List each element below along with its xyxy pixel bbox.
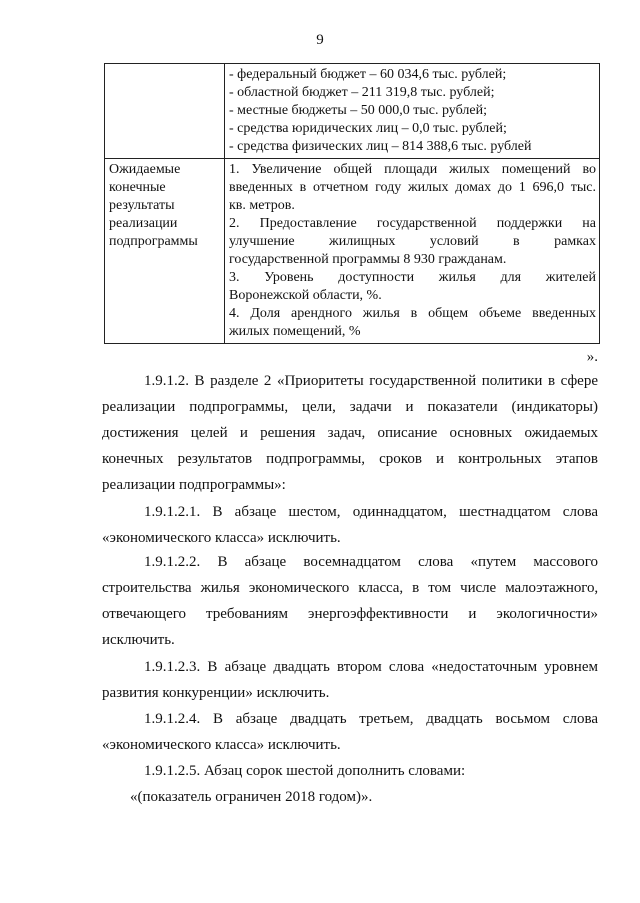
results-line: Воронежской области, %. [229, 288, 382, 303]
table-cell-results [225, 159, 600, 344]
paragraph-line: 1.9.1.2.5. Абзац сорок шестой дополнить словами: [144, 763, 466, 779]
paragraph-1-9-1-2-3 [102, 654, 598, 706]
results-label-line: Ожидаемые [109, 162, 181, 177]
table-row-funding [105, 64, 600, 159]
paragraph-line: 1.9.1.2. В разделе 2 «Приоритеты государственной политики в сфере [144, 373, 598, 389]
results-label-line: конечные [109, 180, 166, 195]
table-row-expected-results [105, 159, 600, 344]
paragraph-1-9-1-2-5 [102, 758, 598, 784]
funding-line: - федеральный бюджет – 60 034,6 тыс. рублей; [229, 67, 507, 82]
paragraph-1-9-1-2 [102, 368, 598, 498]
paragraph-line: отвечающего требованиям энергоэффективности и экологичности» [102, 606, 598, 622]
results-line: 1. Увеличение общей площади жилых помещений во [229, 162, 596, 177]
paragraph-quote [102, 784, 598, 810]
results-label-line: реализации [109, 216, 178, 231]
paragraph-line: строительства жилья экономического класса, в том числе малоэтажного, [102, 580, 598, 596]
paragraph-line: конечных результатов подпрограммы, сроков и контрольных этапов [102, 451, 598, 467]
closing-quote-mark: ». [586, 349, 598, 365]
page-number: 9 [316, 32, 324, 48]
funding-line: - местные бюджеты – 50 000,0 тыс. рублей; [229, 103, 487, 118]
results-label-line: результаты [109, 198, 175, 213]
results-line: введенных в отчетном году жилых домах до 1 696,0 тыс. [229, 180, 596, 195]
funding-line: - областной бюджет – 211 319,8 тыс. рублей; [229, 85, 495, 100]
paragraph-1-9-1-2-1 [102, 499, 598, 551]
paragraph-line: 1.9.1.2.3. В абзаце двадцать втором слова «недостаточным уровнем [144, 659, 598, 675]
table-cell-empty-label [105, 64, 225, 159]
subprogram-passport-table [104, 63, 600, 344]
paragraph-line: «(показатель ограничен 2018 годом)». [130, 789, 373, 805]
table-cell-results-label [105, 159, 225, 344]
paragraph-line: 1.9.1.2.4. В абзаце двадцать третьем, двадцать восьмом слова [144, 711, 598, 727]
funding-line: - средства физических лиц – 814 388,6 тыс. рублей [229, 139, 532, 154]
paragraph-line: 1.9.1.2.2. В абзаце восемнадцатом слова «путем массового [144, 554, 598, 570]
paragraph-line: достижения целей и решения задач, описание основных ожидаемых [102, 425, 598, 441]
paragraph-1-9-1-2-4 [102, 706, 598, 758]
results-line: кв. метров. [229, 198, 295, 213]
paragraph-line: 1.9.1.2.1. В абзаце шестом, одиннадцатом, шестнадцатом слова [144, 504, 598, 520]
results-line: улучшение жилищных условий в рамках [229, 234, 596, 249]
results-label-line: подпрограммы [109, 234, 198, 249]
results-line: жилых помещений, % [229, 324, 361, 339]
paragraph-line: реализации подпрограммы»: [102, 477, 286, 493]
table-cell-funding [225, 64, 600, 159]
paragraph-line: развития конкуренции» исключить. [102, 685, 330, 701]
funding-line: - средства юридических лиц – 0,0 тыс. рублей; [229, 121, 507, 136]
results-line: 4. Доля арендного жилья в общем объеме введенных [229, 306, 596, 321]
paragraph-line: «экономического класса» исключить. [102, 530, 341, 546]
results-line: 2. Предоставление государственной поддержки на [229, 216, 596, 231]
results-line: государственной программы 8 930 гражданам. [229, 252, 507, 267]
paragraph-line: «экономического класса» исключить. [102, 737, 341, 753]
paragraph-line: реализации подпрограммы, цели, задачи и показатели (индикаторы) [102, 399, 598, 415]
paragraph-1-9-1-2-2 [102, 549, 598, 653]
results-line: 3. Уровень доступности жилья для жителей [229, 270, 596, 285]
paragraph-line: исключить. [102, 632, 175, 648]
